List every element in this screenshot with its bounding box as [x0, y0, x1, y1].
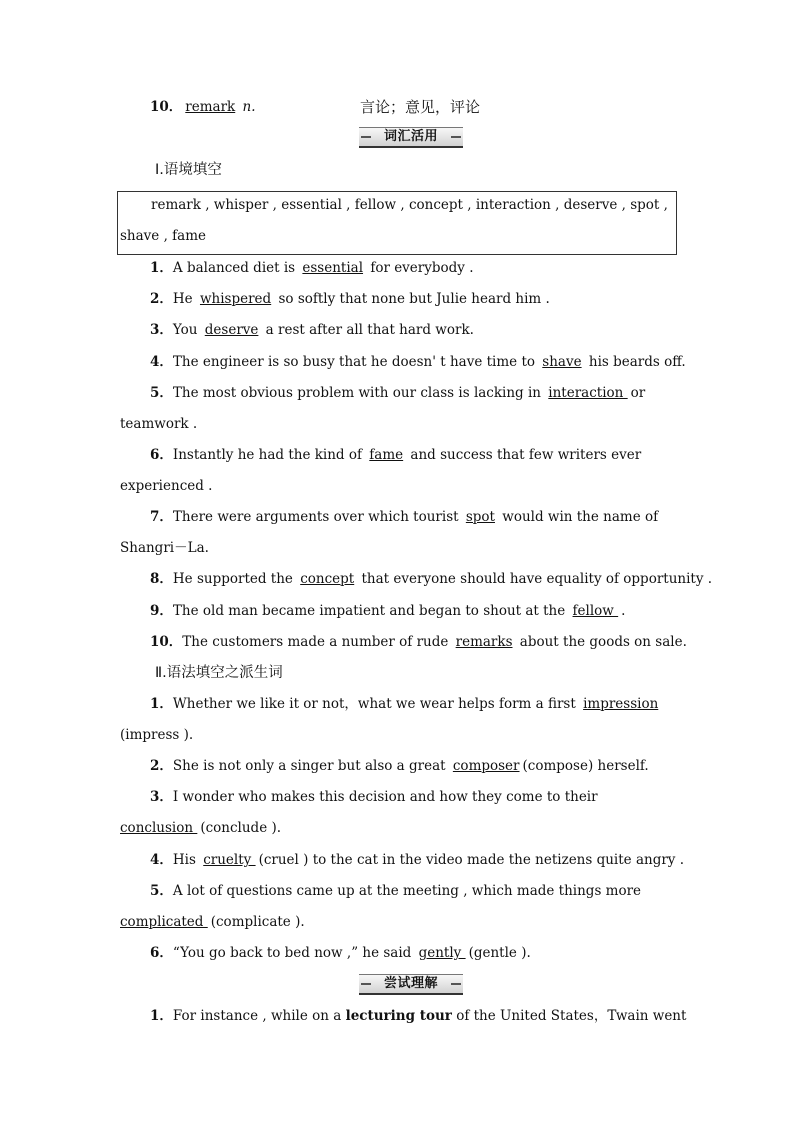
item-continuation [120, 818, 676, 838]
item-text: would win the name of [497, 509, 659, 525]
exercise-item [150, 289, 676, 309]
item-text: (gentle ). [468, 945, 531, 961]
item-continuation: Shangri－La. [120, 540, 209, 556]
item-number: 7． [150, 509, 173, 525]
item-text: about the goods on sale. [515, 634, 687, 650]
word-bank-line-1: remark , whisper , essential , fellow , concept , interaction , deserve , spot , [151, 197, 668, 213]
vocab-meaning: 言论；意见，评论 [360, 98, 481, 116]
item-text: A lot of questions came up at the meeting , which made things more [172, 883, 642, 899]
word-bank-box [117, 191, 677, 255]
exercise-item [150, 445, 676, 465]
exercise-item [150, 601, 676, 621]
answer-blank: spot [465, 509, 495, 525]
item-number: 6． [150, 945, 173, 961]
answer-blank: essential [302, 260, 364, 276]
exercise-item [150, 320, 676, 340]
item-text: She is not only a singer but also a great [172, 758, 450, 774]
section-banner-try-understand: 尝试理解 [359, 974, 463, 995]
exercise-item [150, 632, 687, 652]
item-number: 5． [150, 385, 173, 401]
item-continuation [120, 912, 676, 932]
exercise-item [150, 352, 686, 372]
item-text: . [621, 603, 626, 619]
item-text: his beards off. [584, 354, 686, 370]
answer-blank: concept [300, 571, 355, 587]
item-text: A balanced diet is [172, 260, 300, 276]
exercise-item [150, 850, 684, 870]
item-text: for everybody . [366, 260, 474, 276]
item-number: 2． [150, 758, 173, 774]
item-number: 1． [150, 696, 173, 712]
word-bank-line-2: shave , fame [120, 228, 206, 244]
item-text: so softly that none but Julie heard him . [274, 291, 550, 307]
item-text: The old man became impatient and began to shout at the [172, 603, 570, 619]
exercise-item [150, 258, 676, 278]
answer-blank: cruelty [203, 852, 256, 868]
exercise-item [150, 787, 676, 807]
exercise-item [150, 756, 676, 776]
answer-blank: gently [418, 945, 466, 961]
item-text: of the United States，Twain went [451, 1008, 687, 1024]
item-text: (cruel ) to the cat in the video made the netizens quite angry . [258, 852, 684, 868]
item-text: and success that few writers ever [406, 447, 642, 463]
item-number: 2． [150, 291, 173, 307]
exercise-item [150, 569, 713, 589]
item-text: I wonder who makes this decision and how they come to their [172, 789, 598, 805]
vocab-pos: n. [242, 99, 256, 115]
answer-blank: complicated [120, 914, 208, 930]
exercise-item [150, 694, 676, 714]
answer-blank: remarks [455, 634, 513, 650]
answer-blank: shave [542, 354, 582, 370]
item-number: 1． [150, 1008, 173, 1024]
item-text: He supported the [172, 571, 298, 587]
item-number: 6． [150, 447, 173, 463]
answer-blank: fame [369, 447, 404, 463]
item-number: 8． [150, 571, 173, 587]
section-title-derivatives: Ⅱ.语法填空之派生词 [155, 665, 283, 681]
item-continuation: teamwork . [120, 416, 198, 432]
item-text: Whether we like it or not，what we wear helps form a first [172, 696, 581, 712]
item-text: The engineer is so busy that he doesn' t have time to [172, 354, 540, 370]
item-continuation: (impress ). [120, 727, 194, 743]
reading-item [150, 1006, 687, 1026]
exercise-item [150, 507, 676, 527]
item-text: Instantly he had the kind of [172, 447, 367, 463]
answer-blank: interaction [548, 385, 628, 401]
answer-blank: whispered [199, 291, 272, 307]
item-text: or [630, 385, 646, 401]
item-number: 3． [150, 322, 173, 338]
item-text: (conclude ). [200, 820, 282, 836]
exercise-item [150, 943, 676, 963]
item-text: The most obvious problem with our class is lacking in [172, 385, 546, 401]
answer-blank: impression [583, 696, 659, 712]
vocab-number: 10． [150, 99, 183, 115]
item-text: For instance , while on a [172, 1008, 346, 1024]
item-number: 10． [150, 634, 183, 650]
exercise-item [150, 383, 676, 403]
item-text: a rest after all that hard work. [261, 322, 474, 338]
item-number: 4． [150, 852, 173, 868]
item-text: There were arguments over which tourist [172, 509, 463, 525]
item-number: 5． [150, 883, 173, 899]
section-banner-vocab-use: 词汇活用 [359, 127, 463, 148]
answer-blank: fellow [572, 603, 619, 619]
answer-blank: composer [452, 758, 520, 774]
exercise-item [150, 881, 676, 901]
item-text: (compose) herself. [522, 758, 649, 774]
item-text: (complicate ). [210, 914, 305, 930]
answer-blank: conclusion [120, 820, 198, 836]
item-continuation: experienced . [120, 478, 213, 494]
item-text: “You go back to bed now ,” he said [172, 945, 416, 961]
item-text: that everyone should have equality of opportunity . [357, 571, 713, 587]
item-number: 9． [150, 603, 173, 619]
vocab-word: remark [185, 99, 236, 115]
item-number: 3． [150, 789, 173, 805]
section-title-context-fill: Ⅰ.语境填空 [155, 162, 222, 178]
item-text: You [172, 322, 202, 338]
bold-phrase: lecturing tour [345, 1008, 452, 1024]
item-text: His [172, 852, 201, 868]
item-text: The customers made a number of rude [182, 634, 453, 650]
item-number: 4． [150, 354, 173, 370]
answer-blank: deserve [204, 322, 259, 338]
item-text: He [172, 291, 197, 307]
item-number: 1． [150, 260, 173, 276]
